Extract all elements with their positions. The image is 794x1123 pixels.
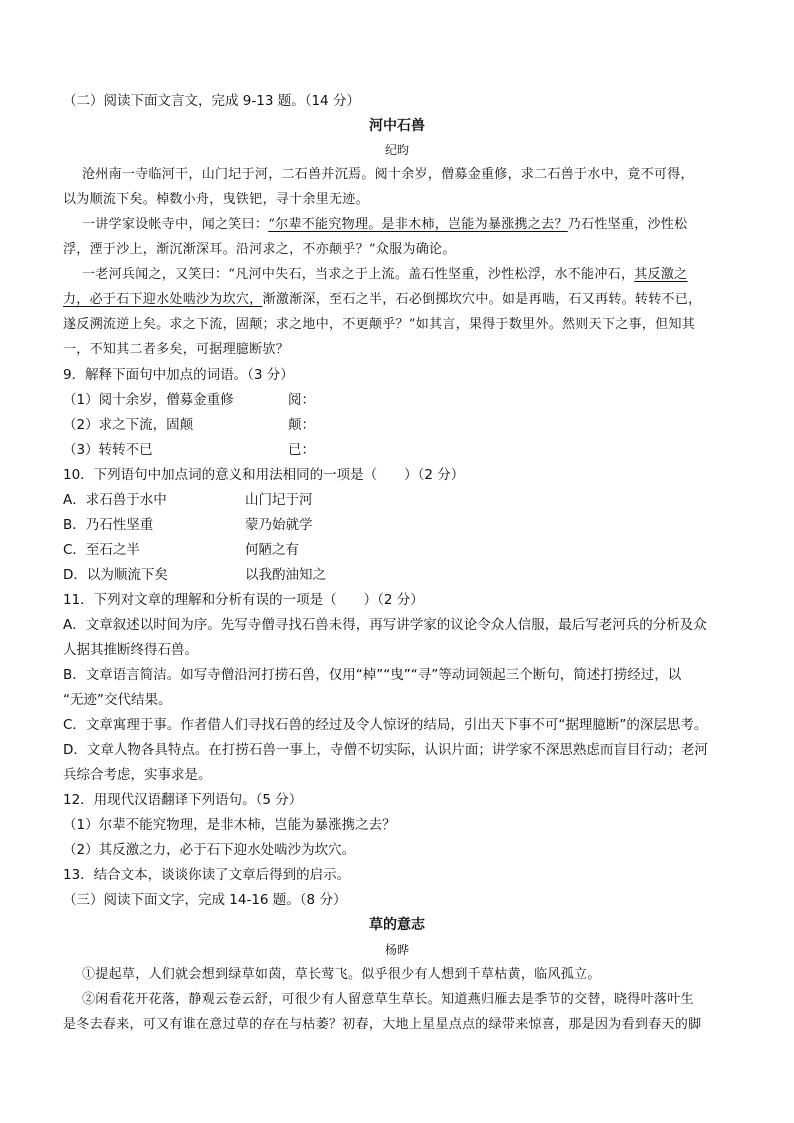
q10-option-b: 何陋之有 [245,542,299,558]
q11-line: “无迹”交代结果。 [63,692,172,708]
underlined-sentence: 力，必于石下迎水处啮沙为坎穴， [63,292,263,307]
q9-sentence: （1）阅十余岁，僧募金重修 [63,392,234,408]
passage-line [82,216,687,234]
passage-text: 渐激渐深，至石之半，石必倒掷坎穴中。如是再啮，石又再转。转转不已， [262,292,702,307]
question-12-stem: 12．用现代汉语翻译下列语句。（5 分） [63,792,303,808]
question-9-stem: 9．解释下面句中加点的词语。（3 分） [63,367,294,383]
q12-item: （1）尔辈不能究物理，是非木柿，岂能为暴涨携之去？ [63,817,396,833]
passage-title: 河中石兽 [369,118,425,134]
section-heading: （三）阅读下面文字，完成 14-16 题。（8 分） [63,892,347,908]
passage-line: 以为顺流下矣。棹数小舟，曳铁钯，寻十余里无迹。 [63,192,369,207]
q11-line: 兵综合考虑，实事求是。 [63,767,212,783]
passage-line [82,266,687,284]
q10-option-b: 以我酌油知之 [245,567,326,583]
q10-option-b: 蒙乃始就学 [245,517,313,533]
q10-option-a: D．以为顺流下矣 [63,567,168,583]
passage-text: 一讲学家设帐寺中，闻之笑曰： [82,217,269,232]
q12-item: （2）其反激之力，必于石下迎水处啮沙为坎穴。 [63,842,356,858]
passage-line: 一，不知其二者多矣，可据理臆断欤？ [63,342,290,357]
q11-line: 人据其推断终得石兽。 [63,642,198,658]
section-heading: （二）阅读下面文言文，完成 9-13 题。（14 分） [63,93,360,109]
passage-title: 草的意志 [369,917,425,933]
passage-text: 一老河兵闻之，又笑曰：“凡河中失石，当求之于上流。盖石性坚重，沙性松浮，水不能冲石， [82,267,635,282]
passage-line: ②闲看花开花落，静观云卷云舒，可很少有人留意草生草长。知道燕归雁去是季节的交替，晓得叶落叶生 [82,992,694,1007]
passage-author: 纪昀 [384,143,409,157]
q9-sentence: （3）转转不已 [63,442,153,458]
passage-line: 是冬去春来，可又有谁在意过草的存在与枯萎？初春，大地上星星点点的绿带来惊喜，那是因为看到春天的脚 [63,1017,702,1032]
underlined-sentence: “尔辈不能究物理。是非木柿，岂能为暴涨携之去？ [268,217,568,232]
q9-word: 颠： [288,417,315,433]
q9-sentence: （2）求之下流，固颠 [63,417,194,433]
passage-text: 乃石性坚重，沙性松 [567,217,688,232]
q9-word: 阅： [288,392,315,408]
question-10-stem: 10．下列语句中加点词的意义和用法相同的一项是（ ）（2 分） [63,467,465,483]
passage-line [63,291,701,309]
q9-item [63,391,234,409]
passage-line: 浮，湮于沙上，渐沉渐深耳。沿河求之，不亦颠乎？”众服为确论。 [63,242,456,257]
q10-option-b: 山门圮于河 [245,492,313,508]
q11-line: B．文章语言简洁。如写寺僧沿河打捞石兽，仅用“棹”“曳”“寻”等动词领起三个断句，简述打捞经过，以 [63,667,682,683]
passage-line: 沧州南一寺临河干，山门圮于河，二石兽并沉焉。阅十余岁，僧募金重修，求二石兽于水中，竟不可得， [82,167,694,182]
passage-line: 遂反溯流逆上矣。求之下流，固颠；求之地中，不更颠乎？”如其言，果得于数里外。然则天下之事，但知其 [63,317,696,332]
q10-option-a: A．求石兽于水中 [63,492,167,508]
question-13-stem: 13．结合文本，谈谈你读了文章后得到的启示。 [63,867,351,883]
q11-line: C．文章寓理于事。作者借人们寻找石兽的经过及令人惊讶的结局，引出天下事不可“据理臆断”的深层思考。 [63,717,708,733]
q9-word: 已： [288,442,315,458]
q11-line: A．文章叙述以时间为序。先写寺僧寻找石兽未得，再写讲学家的议论令众人信服，最后写老河兵的分析及众 [63,617,707,633]
underlined-sentence: 其反激之 [634,267,688,282]
q11-line: D．文章人物各具特点。在打捞石兽一事上，寺僧不切实际，认识片面；讲学家不深思熟虑而盲目行动；老河 [63,742,708,758]
passage-author: 杨晔 [384,943,409,957]
question-11-stem: 11．下列对文章的理解和分析有误的一项是（ ）（2 分） [63,592,424,608]
q10-option-a: B．乃石性坚重 [63,517,154,533]
q10-option-a: C．至石之半 [63,542,140,558]
passage-line: ①提起草，人们就会想到绿草如茵，草长莺飞。似乎很少有人想到千草枯黄，临风孤立。 [82,967,601,982]
